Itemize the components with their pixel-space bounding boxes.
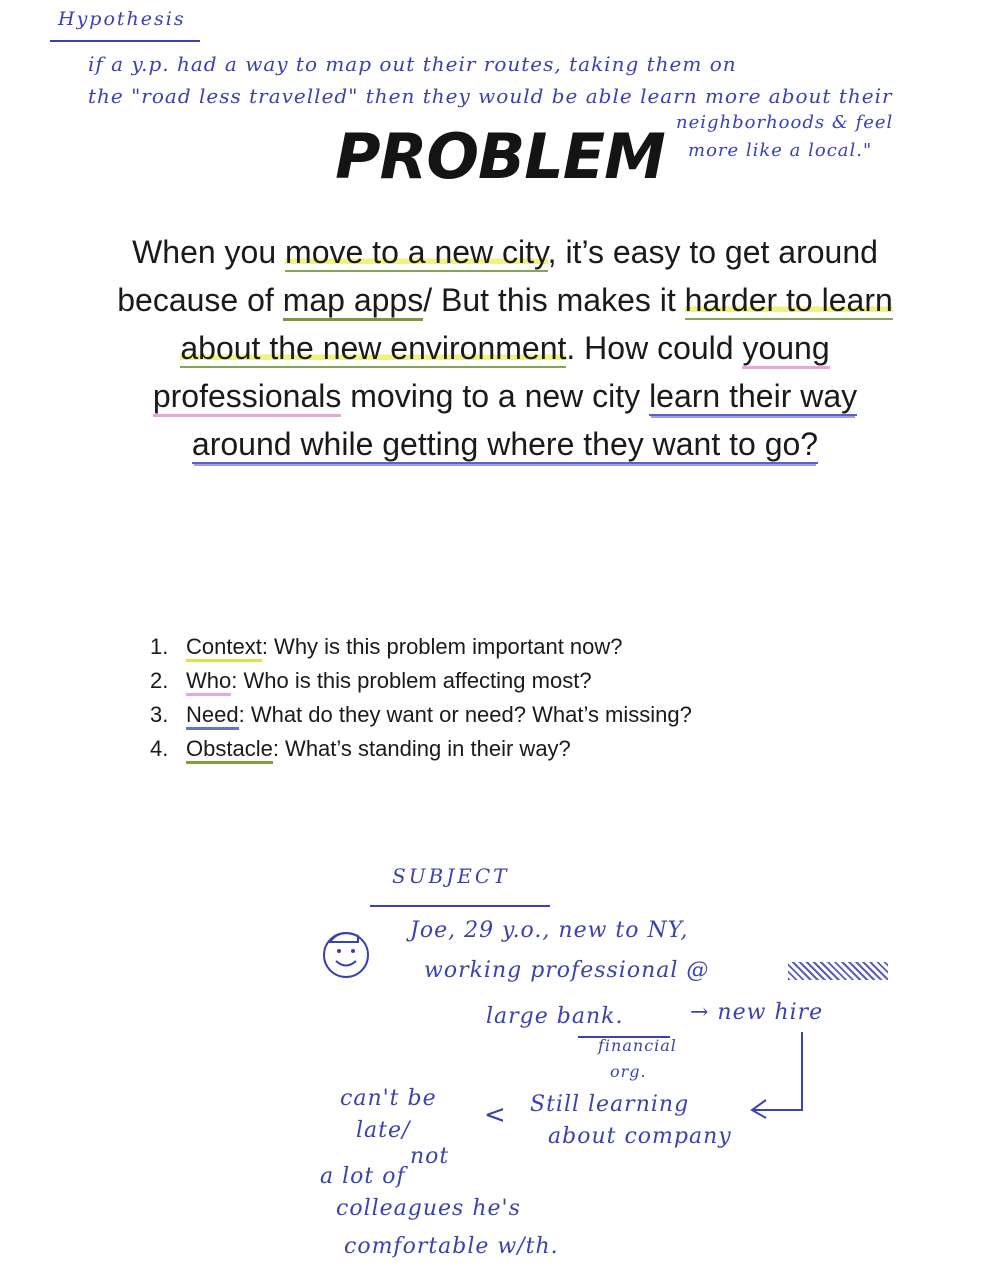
subject-note: Still learning [530, 1092, 690, 1117]
question-term: Context [186, 634, 262, 662]
highlight-learn-their-way: learn their way around while getting where they want to go? [191, 378, 858, 462]
list-item [150, 732, 692, 766]
question-term: Obstacle [186, 736, 273, 764]
scribbled-out-word [788, 962, 888, 980]
question-text: : Why is this problem important now? [261, 634, 623, 659]
list-number: 4. [150, 736, 169, 761]
highlight-move-to-new-city: move to a new city [285, 234, 548, 270]
highlight-harder-to-learn: harder to learn about the new environment [180, 282, 893, 366]
problem-statement [100, 228, 910, 468]
list-item [150, 664, 692, 698]
question-list [150, 630, 692, 766]
question-term: Need [186, 702, 239, 730]
question-text: : What do they want or need? What’s missing? [238, 702, 692, 727]
list-item [150, 698, 692, 732]
highlight-map-apps: map apps [283, 282, 424, 321]
list-number: 1. [150, 634, 169, 659]
subject-note: a lot of [320, 1164, 406, 1189]
page-title: PROBLEM [335, 120, 665, 193]
subject-note: org. [610, 1062, 647, 1081]
hypothesis-line: neighborhoods & feel [676, 112, 894, 133]
statement-text: When you [132, 234, 286, 270]
subject-note: large bank. [486, 1004, 624, 1029]
subject-note: about company [548, 1124, 732, 1149]
list-number: 3. [150, 702, 169, 727]
hypothesis-line: if a y.p. had a way to map out their routes, taking them on [88, 52, 737, 76]
subject-note: financial [598, 1036, 677, 1055]
arrow-bracket-icon [740, 1030, 830, 1120]
question-text: : What’s standing in their way? [272, 736, 571, 761]
subject-note: can't be [340, 1086, 437, 1111]
list-item [150, 630, 692, 664]
subject-note: late/ [356, 1118, 411, 1143]
subject-note: not [410, 1144, 450, 1169]
smiley-face-icon [318, 924, 374, 980]
arrow-left-icon: < [484, 1100, 506, 1130]
hypothesis-line: more like a local." [688, 140, 873, 161]
subject-label: SUBJECT [392, 864, 510, 888]
subject-note: working professional @ [424, 958, 710, 983]
subject-underline [370, 905, 550, 907]
statement-text: . How could [566, 330, 743, 366]
new-hire-note: → new hire [690, 1000, 824, 1025]
subject-note: comfortable w/th. [344, 1234, 559, 1259]
statement-text: / But this makes it [423, 282, 685, 318]
subject-note: colleagues he's [336, 1196, 521, 1221]
hypothesis-underline [50, 40, 200, 42]
statement-text: , it’s easy to get around because of [117, 234, 878, 318]
hypothesis-line: the "road less travelled" then they would be able learn more about their [88, 84, 893, 108]
highlight-young-professionals: young professionals [153, 330, 830, 417]
list-number: 2. [150, 668, 169, 693]
statement-text: moving to a new city [341, 378, 650, 414]
hypothesis-label: Hypothesis [58, 8, 186, 30]
subject-note: Joe, 29 y.o., new to NY, [410, 918, 689, 943]
question-term: Who [186, 668, 231, 696]
question-text: : Who is this problem affecting most? [231, 668, 592, 693]
